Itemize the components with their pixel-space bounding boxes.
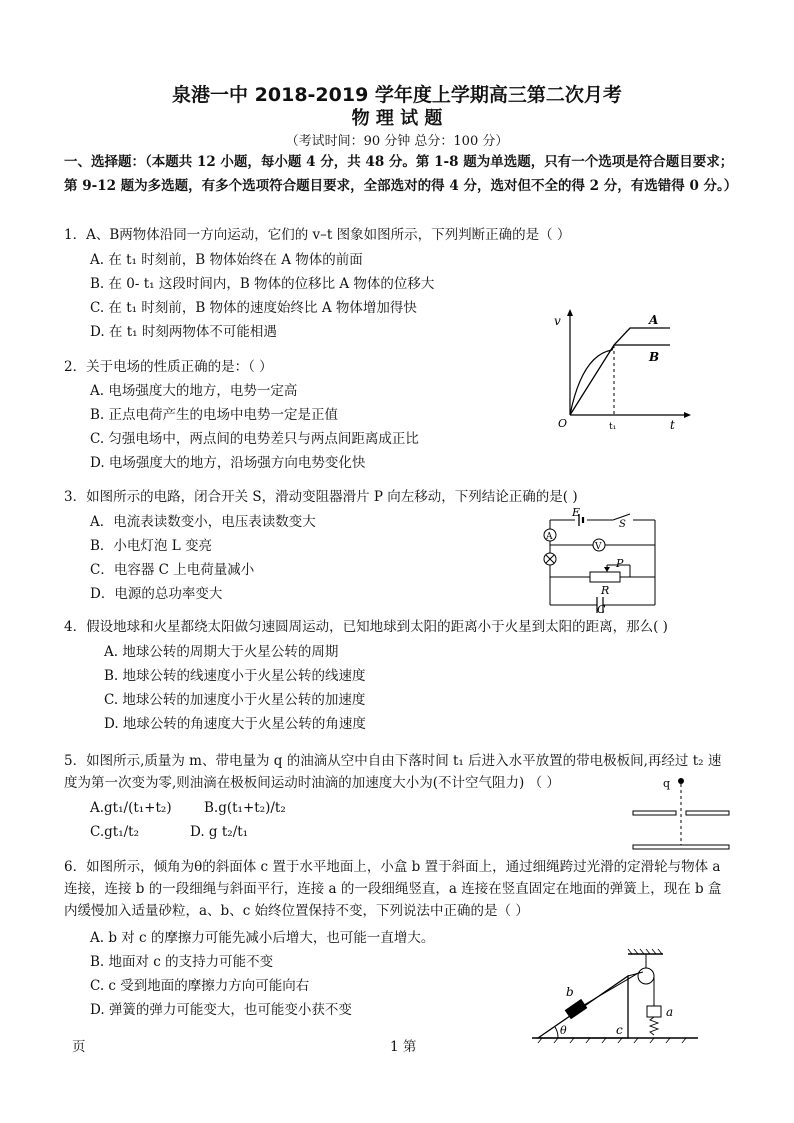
resistor-label: R bbox=[601, 584, 610, 597]
t1-label: t₁ bbox=[609, 422, 617, 432]
q3-option-d: D．电源的总功率变大 bbox=[90, 586, 223, 602]
footer-left: 页 bbox=[72, 1039, 86, 1055]
vt-graph bbox=[552, 305, 702, 435]
ammeter-label: A bbox=[546, 532, 553, 542]
block-a bbox=[647, 1006, 661, 1017]
q6-option-d: D. 弹簧的弹力可能变大，也可能变小获不变 bbox=[90, 1002, 352, 1018]
q6-option-b: B. 地面对 c 的支持力可能不变 bbox=[90, 954, 274, 970]
label-a: A bbox=[649, 313, 659, 327]
rheostat-icon bbox=[590, 572, 620, 582]
label-a: a bbox=[666, 1005, 674, 1019]
q1-option-d: D. 在 t₁ 时刻两物体不可能相遇 bbox=[90, 324, 277, 340]
label-b: B bbox=[649, 350, 660, 364]
q1-option-c: C. 在 t₁ 时刻前，B 物体的速度始终比 A 物体增加得快 bbox=[90, 300, 417, 316]
q3-option-b: B．小电灯泡 L 变亮 bbox=[90, 538, 212, 554]
voltmeter-label: V bbox=[595, 542, 602, 552]
q2-option-d: D. 电场强度大的地方，沿场强方向电势变化快 bbox=[90, 455, 366, 471]
q2-stem: 2．关于电场的性质正确的是：（ ） bbox=[64, 359, 273, 375]
label-b: b bbox=[566, 985, 574, 999]
lower-plate bbox=[633, 845, 729, 849]
q4-option-c: C. 地球公转的加速度小于火星公转的加速度 bbox=[104, 692, 366, 708]
q6-stem: 6．如图所示，倾角为θ的斜面体 c 置于水平地面上，小盒 b 置于斜面上，通过细绳跨过光滑的定滑轮与物体 a 连接，连接 b 的一段细绳与斜面平行，连接 a 的一段细绳竖直，a 连接在竖直固定在地面的弹簧上，现在 b 盒内缓慢加入适量砂粒，a、b、c 始终位置保持不变，下列说法中正确的是（ ） bbox=[64, 859, 722, 919]
q3-stem: 3．如图所示的电路，闭合开关 S，滑动变阻器滑片 P 向左移动，下列结论正确的是( ) bbox=[64, 489, 578, 505]
circuit-diagram bbox=[535, 505, 665, 615]
slider-label: P bbox=[616, 557, 624, 570]
q4-option-d: D. 地球公转的角速度大于火星公转的角速度 bbox=[104, 716, 366, 732]
q5-option-c: C.gt₁/t₂ bbox=[90, 824, 140, 840]
pulley-icon bbox=[638, 968, 654, 984]
q2-option-a: A. 电场强度大的地方，电势一定高 bbox=[90, 383, 298, 399]
q3-option-a: A．电流表读数变小，电压表读数变大 bbox=[90, 514, 316, 530]
switch-label: S bbox=[619, 519, 626, 530]
q6-option-c: C. c 受到地面的摩擦力方向可能向右 bbox=[90, 978, 310, 994]
q6-option-a: A. b 对 c 的摩擦力可能先减小后增大，也可能一直增大。 bbox=[90, 930, 435, 946]
subject-title: 物 理 试 题 bbox=[351, 108, 443, 129]
incline-pulley-figure bbox=[528, 948, 708, 1048]
capacitor-label: C bbox=[597, 603, 606, 615]
theta-label: θ bbox=[560, 1024, 567, 1037]
q4-option-b: B. 地球公转的线速度小于火星公转的线速度 bbox=[104, 668, 366, 684]
oil-drop-icon bbox=[678, 778, 684, 784]
q5-stem: 5．如图所示,质量为 m、带电量为 q 的油滴从空中自由下落时间 t₁ 后进入水平放置的带电极板间,再经过 t₂ 速度为第一次变为零,则油滴在极板间运动时油滴的加速度大小为(不计空气阻力) （ ） bbox=[64, 753, 722, 791]
q5-option-a: A.gt₁/(t₁+t₂) bbox=[90, 800, 172, 816]
axis-v-label: v bbox=[554, 314, 561, 328]
upper-plate-right bbox=[686, 811, 729, 815]
label-c: c bbox=[616, 1023, 623, 1037]
charge-label: q bbox=[663, 777, 671, 790]
q2-option-c: C. 匀强电场中，两点间的电势差只与两点间距离成正比 bbox=[90, 431, 419, 447]
q4-option-a: A. 地球公转的周期大于火星公转的周期 bbox=[104, 644, 339, 660]
exam-info: （考试时间：90 分钟 总分：100 分） bbox=[285, 134, 509, 149]
q1-option-a: A. 在 t₁ 时刻前，B 物体始终在 A 物体的前面 bbox=[90, 252, 363, 268]
q1-stem: 1．A、B两物体沿同一方向运动，它们的 v–t 图象如图所示，下列判断正确的是（ ） bbox=[64, 227, 571, 243]
section-intro: 一、选择题：（本题共 12 小题，每小题 4 分，共 48 分。第 1-8 题为单选题，只有一个选项是符合题目要求；第 9-12 题为多选题，有多个选项符合题目要求，全部选对的得 4 分，选对但不全的得 2 分，有选错得 0 分。） bbox=[64, 154, 738, 194]
footer-page: 1 第 bbox=[390, 1039, 417, 1055]
q5-option-d: D. g t₂/t₁ bbox=[190, 824, 249, 840]
origin-label: O bbox=[558, 417, 568, 430]
oil-drop-figure bbox=[625, 775, 735, 855]
q5-option-b: B.g(t₁+t₂)/t₂ bbox=[204, 800, 286, 816]
q2-option-b: B. 正点电荷产生的电场中电势一定是正值 bbox=[90, 407, 339, 423]
emf-label: E bbox=[572, 506, 581, 519]
q1-option-b: B. 在 0- t₁ 这段时间内，B 物体的位移比 A 物体的位移大 bbox=[90, 276, 435, 292]
upper-plate-left bbox=[633, 811, 676, 815]
q3-option-c: C．电容器 C 上电荷量减小 bbox=[90, 562, 255, 578]
axis-t-label: t bbox=[670, 418, 675, 432]
spring-icon bbox=[650, 1017, 658, 1035]
exam-title: 泉港一中 2018-2019 学年度上学期高三第二次月考 bbox=[172, 84, 622, 106]
q4-stem: 4．假设地球和火星都绕太阳做匀速圆周运动，已知地球到太阳的距离小于火星到太阳的距离，那么( ) bbox=[64, 619, 668, 635]
